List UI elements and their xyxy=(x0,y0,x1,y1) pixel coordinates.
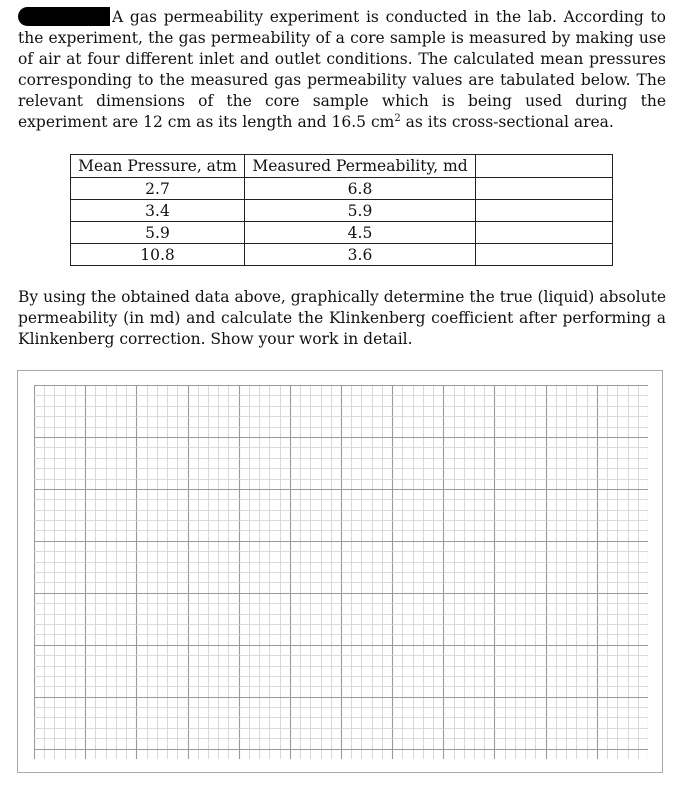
header-empty-column xyxy=(476,155,613,178)
table-row xyxy=(71,244,613,266)
intro-tail: as its cross-sectional area. xyxy=(400,113,614,131)
table-row xyxy=(71,200,613,222)
redaction-mark xyxy=(18,7,110,26)
cell-empty xyxy=(476,244,613,266)
cell-mean-pressure: 10.8 xyxy=(71,244,245,266)
table-row xyxy=(71,178,613,200)
graph-paper-frame xyxy=(17,370,663,773)
cell-permeability: 5.9 xyxy=(245,200,476,222)
cell-mean-pressure: 3.4 xyxy=(71,200,245,222)
table-header-row xyxy=(71,155,613,178)
problem-intro-paragraph xyxy=(18,7,666,133)
cell-empty xyxy=(476,178,613,200)
question-paragraph: By using the obtained data above, graphically determine the true (liquid) absolute permeability (in md) and calculate the Klinkenberg coefficient after performing a Klinkenberg correction. Show your work in detail. xyxy=(18,288,666,348)
cell-permeability: 4.5 xyxy=(245,222,476,244)
area-unit-superscript: 2 xyxy=(394,112,401,124)
cell-permeability: 6.8 xyxy=(245,178,476,200)
cell-empty xyxy=(476,222,613,244)
graph-paper-grid xyxy=(34,385,648,759)
header-mean-pressure: Mean Pressure, atm xyxy=(71,155,245,178)
table-row xyxy=(71,222,613,244)
cell-mean-pressure: 2.7 xyxy=(71,178,245,200)
cell-mean-pressure: 5.9 xyxy=(71,222,245,244)
header-measured-permeability: Measured Permeability, md xyxy=(245,155,476,178)
permeability-data-table xyxy=(70,154,613,266)
cell-empty xyxy=(476,200,613,222)
intro-text: A gas permeability experiment is conducted in the lab. According to the experiment, the gas permeability of a core sample is measured by making use of air at four different inlet and outlet conditions. The calculated mean pressures corresponding to the measured gas permeability values are tabulated below. The relevant dimensions of the core sample which is being used during the experiment are 12 cm as its length and 16.5 cm xyxy=(18,8,666,131)
cell-permeability: 3.6 xyxy=(245,244,476,266)
